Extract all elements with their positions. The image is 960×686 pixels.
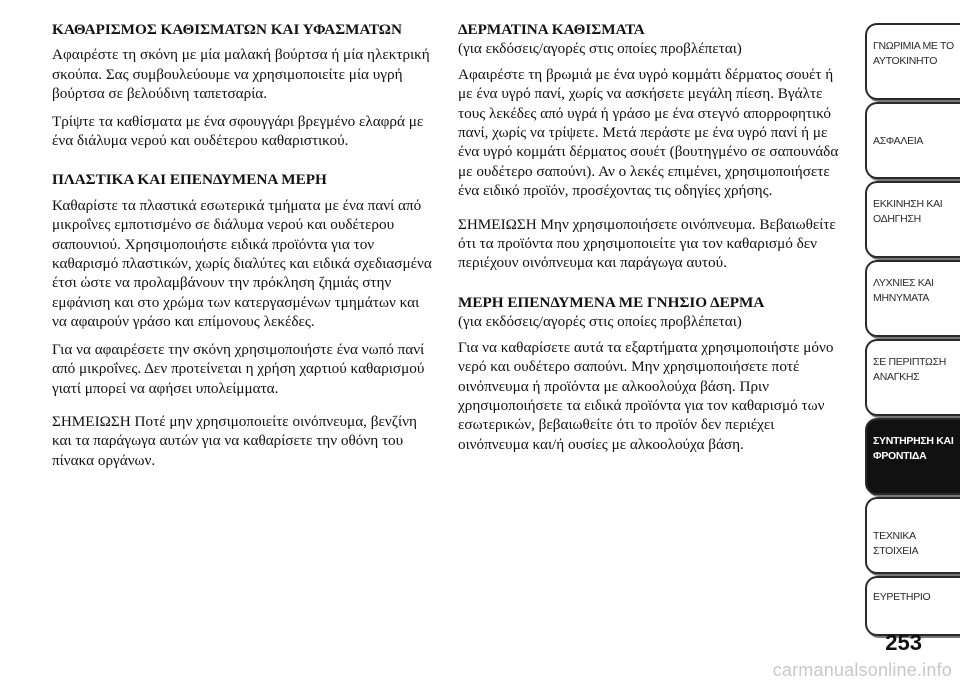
- tab-getting-to-know[interactable]: [865, 23, 960, 100]
- section-leather-seats: [458, 20, 848, 59]
- tab-label: ΓΝΩΡΙΜΙΑ ΜΕ ΤΟ ΑΥΤΟΚΙΝΗΤΟ: [873, 40, 954, 67]
- right-column: [458, 20, 848, 462]
- paragraph: Για να αφαιρέσετε την σκόνη χρησιμοποιήστε ένα νωπό πανί από μικροΐνες. Δεν προτείνεται η χρήση χαρτιού καθαρισμού γιατί μπορεί να αφήσει υπολείμματα.: [52, 340, 425, 397]
- tab-label: ΕΥΡΕΤΗΡΙΟ: [873, 591, 931, 603]
- paragraph: Για να καθαρίσετε αυτά τα εξαρτήματα χρησιμοποιήστε μόνο νερό και ουδέτερο σαπούνι. Μην χρησιμοποιήσετε ποτέ οινόπνευμα ή προϊόντα με αλκοολούχα βάση. Πριν χρησιμοποιήσετε τα ειδικά προϊόντα για τον καθαρισμό των εσωτερικών, βεβαιωθείτε ότι το προϊόν δεν περιέχει οινόπνευμα και/ή ουσίες με αλκοολούχα βάση.: [458, 338, 834, 453]
- tab-label: ΣΕ ΠΕΡΙΠΤΩΣΗ ΑΝΑΓΚΗΣ: [873, 356, 947, 383]
- tab-emergency[interactable]: [865, 339, 960, 416]
- paragraph: Αφαιρέστε τη βρωμιά με ένα υγρό κομμάτι δέρματος σουέτ ή με ένα υγρό πανί, χωρίς να ασκήσετε μεγάλη πίεση. Βγάλτε τους λεκέδες από υγρά ή γράσο με ένα στεγνό απορροφητικό πανί, χωρίς να τρίψετε. Μετά περάστε με ένα υγρό πανί ή με ένα υγρό κομμάτι δέρματος σουέτ (βουτηγμένο σε σαπουνάδα με ουδέτερο σαπούνι). Αν ο λεκές επιμένει, χρησιμοποιήσετε ένα ειδικό προϊόν, προσέχοντας τις οδηγίες χρήσης.: [458, 65, 839, 200]
- paragraph: Καθαρίστε τα πλαστικά εσωτερικά τμήματα με ένα πανί από μικροΐνες εμποτισμένο σε διάλυμα νερού και ουδέτερου σαπουνιού. Χρησιμοποιήστε ειδικά προϊόντα για τον καθαρισμό πλαστικών, χωρίς διαλύτες και ειδικά σχεδιασμένα έτσι ώστε να προλαμβάνουν την πρόκληση ζημιάς στην εμφάνιση και στο χρώμα των κατεργασμένων τμημάτων και να αφαιρούν γράσο και επίμονους λεκέδες.: [52, 196, 432, 331]
- paragraph: Αφαιρέστε τη σκόνη με μία μαλακή βούρτσα ή μία ηλεκτρική σκούπα. Σας συμβουλεύουμε να χρησιμοποιείτε μία υγρή βούρτσα σε βελούδινη ταπετσαρία.: [52, 46, 430, 103]
- section-heading: ΠΛΑΣΤΙΚΑ ΚΑΙ ΕΠΕΝΔΥΜΕΝΑ ΜΕΡΗ: [52, 171, 327, 189]
- tab-technical-data[interactable]: [865, 497, 960, 574]
- tab-lights-messages[interactable]: [865, 260, 960, 337]
- tab-label: ΤΕΧΝΙΚΑ ΣΤΟΙΧΕΙΑ: [873, 530, 919, 557]
- tab-starting-driving[interactable]: [865, 181, 960, 258]
- section-heading: ΔΕΡΜΑΤΙΝΑ ΚΑΘΙΣΜΑΤΑ: [458, 21, 645, 38]
- tab-label: ΛΥΧΝΙΕΣ ΚΑΙ ΜΗΝΥΜΑΤΑ: [873, 277, 934, 304]
- chapter-tabs: [860, 0, 960, 686]
- tab-safety[interactable]: [865, 102, 960, 179]
- tab-label: ΑΣΦΑΛΕΙΑ: [873, 135, 924, 147]
- note-paragraph: ΣΗΜΕΙΩΣΗ Μην χρησιμοποιήσετε οινόπνευμα. Βεβαιωθείτε ότι τα προϊόντα που χρησιμοποιείτε για τον καθαρισμό δεν περιέχουν οινόπνευμα και παράγωγα αυτού.: [458, 215, 836, 272]
- tab-label: ΣΥΝΤΗΡΗΣΗ ΚΑΙ ΦΡΟΝΤΙΔΑ: [873, 435, 954, 462]
- paragraph: Τρίψτε τα καθίσματα με ένα σφουγγάρι βρεγμένο ελαφρά με ένα διάλυμα νερού και ουδέτερου καθαριστικού.: [52, 112, 424, 150]
- page-number: 253: [885, 630, 922, 655]
- section-seats-fabrics: [52, 20, 432, 39]
- section-heading: ΜΕΡΗ ΕΠΕΝΔΥΜΕΝΑ ΜΕ ΓΝΗΣΙΟ ΔΕΡΜΑ: [458, 293, 765, 311]
- note-paragraph: ΣΗΜΕΙΩΣΗ Ποτέ μην χρησιμοποιείτε οινόπνευμα, βενζίνη και τα παράγωγα αυτών για να καθαρίσετε την οθόνη του πίνακα οργάνων.: [52, 412, 417, 469]
- section-genuine-leather: [458, 293, 848, 332]
- tab-label: ΕΚΚΙΝΗΣΗ ΚΑΙ ΟΔΗΓΗΣΗ: [873, 198, 943, 225]
- watermark: carmanualsonline.info: [772, 660, 952, 680]
- section-subheading: (για εκδόσεις/αγορές στις οποίες προβλέπεται): [458, 313, 742, 331]
- section-subheading: (για εκδόσεις/αγορές στις οποίες προβλέπεται): [458, 40, 742, 58]
- tab-maintenance-care[interactable]: [865, 418, 960, 495]
- section-plastics: [52, 170, 432, 189]
- tab-index[interactable]: [865, 576, 960, 636]
- section-heading: ΚΑΘΑΡΙΣΜΟΣ ΚΑΘΙΣΜΑΤΩΝ ΚΑΙ ΥΦΑΣΜΑΤΩΝ: [52, 21, 402, 38]
- left-column: [52, 20, 432, 478]
